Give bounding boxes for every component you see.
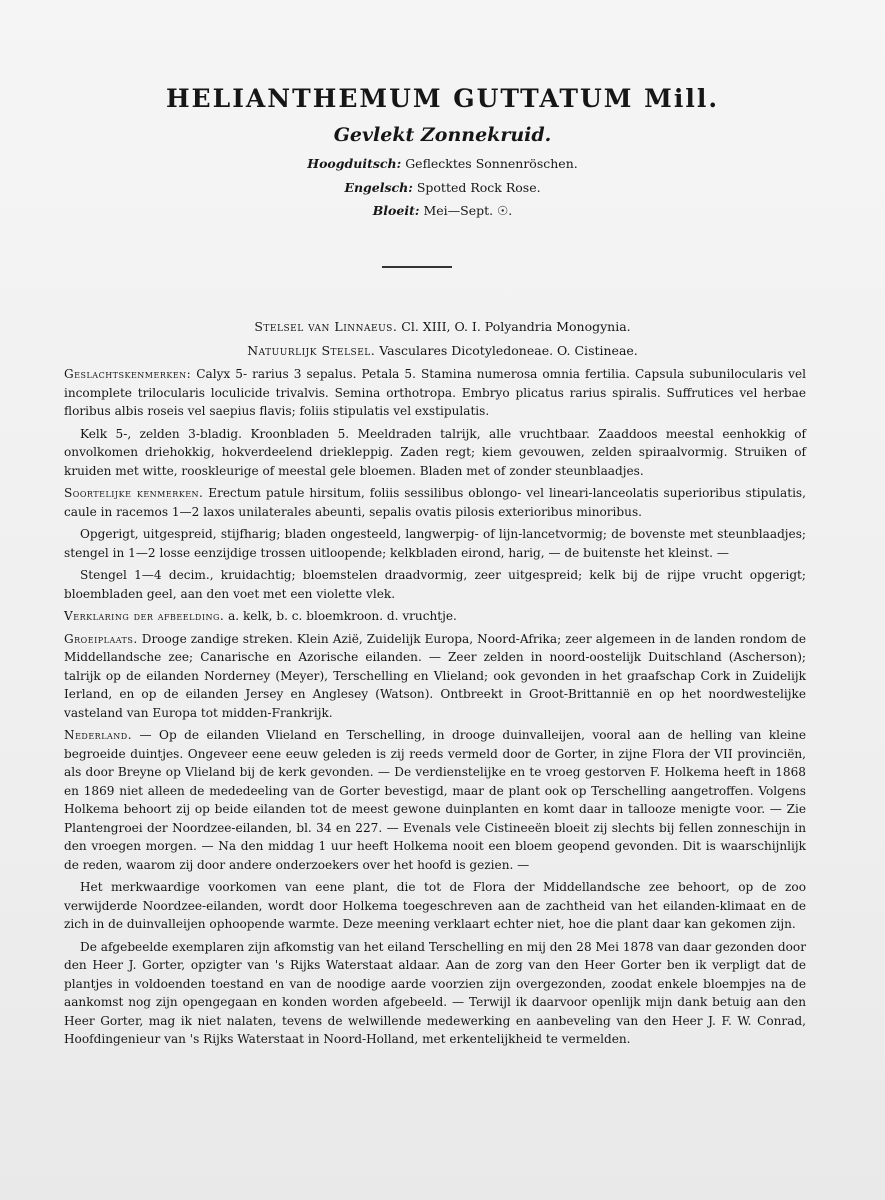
system-label: Stelsel van Linnaeus. [254, 319, 398, 334]
page-title: HELIANTHEMUM GUTTATUM Mill. [165, 84, 720, 113]
paragraph-specimens: De afgebeelde exemplaren zijn afkomstig van het eiland Terschelling en mij den 28 Mei 1878 van daar gezonden door den Heer J. Gorter, opzigter van 's Rijks Waterstaat aldaar. Aan de zorg van den Heer Gorter ben ik verpligt dat de plantjes in voldoenden toestand en van de noodige aarde voorzien zijn overgezonden, zoodat enkele bloempjes na de aankomst nog zijn opengegaan en konden worden afgebeeld. — Terwijl ik daarvoor openlijk mijn dank betuig aan den Heer Gorter, mag ik niet nalaten, tevens de welwillende medewerking en aanbeveling van den Heer J. F. W. Conrad, Hoofdingenieur van 's Rijks Waterstaat in Noord-Holland, met erkentelijkheid te vermelden. [64, 939, 806, 1046]
paragraph-figure-legend: Verklaring der afbeelding. a. kelk, b. c. bloemkroon. d. vruchtje. [64, 609, 457, 623]
paragraph-netherlands: Nederland. — Op de eilanden Vlieland en Terschelling, in drooge duinvalleijen, vooral aan de helling van kleine begroeide duintjes. Ongeveer eene eeuw geleden is zij reeds vermeld door de Gorter, in zijne Flora der VII provinciën, als door Breyne op Vlieland bij de kerk gevonden. — De verdienstelijke en te vroeg gestorven F. Holkema heeft in 1868 en 1869 niet alleen de mededeeling van de Gorter bevestigd, maar de plant ook op Terschelling aangetroffen. Volgens Holkema behoort zij op beide eilanden tot de meest gewone duinplanten en komt daar in tallooze menigte voor. — Zie Plantengroei der Noordzee-eilanden, bl. 34 en 227. — Evenals vele Cistineeën bloeit zij slechts bij fellen zonneschijn in den vroegen morgen. — Na den middag 1 uur heeft Holkema nooit een bloem geopend gevonden. Dit is waarschijnlijk de reden, waarom zij door andere onderzoekers over het hoofd is gezien. — [64, 728, 806, 872]
meta-line-english [0, 180, 885, 195]
system-natural [0, 343, 885, 358]
meta-label: Hoogduitsch: [307, 156, 402, 171]
meta-line-bloom [0, 203, 885, 218]
paragraph-occurrence: Het merkwaardige voorkomen van eene plant, die tot de Flora der Middellandsche zee behoort, op de zoo verwijderde Noordzee-eilanden, wordt door Holkema toegeschreven aan de zachtheid van het eilanden-klimaat en de zich in de duinvalleijen ophoopende warmte. Deze meening verklaart echter niet, hoe die plant daar kan gekomen zijn. [64, 880, 806, 931]
page-subtitle: Gevlekt Zonnekruid. [333, 124, 552, 146]
meta-value: Geflecktes Sonnenröschen. [405, 156, 578, 171]
meta-label: Bloeit: [372, 203, 420, 218]
system-linnaeus [0, 319, 885, 334]
paragraph-species: Soortelijke kenmerken. Erectum patule hirsitum, foliis sessilibus oblongo- vel lineari-lanceolatis superioribus stipulatis, caule in racemos 1—2 laxos unilaterales abeunti, sepalis ovatis pilosis exterioribus minoribus. [64, 486, 806, 519]
paragraph-stem: Stengel 1—4 decim., kruidachtig; bloemstelen draadvormig, zeer uitgespreid; kelk bij de rijpe vrucht opgerigt; bloembladen geel, aan den voet met een violette vlek. [64, 568, 806, 601]
meta-value: Mei—Sept. ☉. [423, 203, 513, 218]
meta-value: Spotted Rock Rose. [416, 180, 541, 195]
system-label: Natuurlijk Stelsel. [247, 343, 376, 358]
paragraph-habitat: Groeiplaats. Drooge zandige streken. Klein Azië, Zuidelijk Europa, Noord-Afrika; zeer algemeen in de landen rondom de Middellandsche zee; Canarische en Azorische eilanden. — Zeer zelden in noord-oostelijk Duitschland (Ascherson); talrijk op de eilanden Norderney (Meyer), Terschelling en Vlieland; ook gevonden in het graafschap Cork in Zuidelijk Ierland, en op de eilanden Jersey en Anglesey (Watson). Ontbreekt in Groot-Brittannië en op het noordwestelijke vasteland van Europa tot midden-Frankrijk. [64, 631, 806, 720]
paragraph-genus: Geslachtskenmerken: Calyx 5- rarius 3 sepalus. Petala 5. Stamina numerosa omnia fertilia. Capsula subunilocularis vel incomplete trilocularis loculicide trivalvis. Semina orthotropa. Embryo plicatus rarius spiralis. Suffrutices vel herbae floribus albis roseis vel saepius flavis; foliis stipulatis vel exstipulatis. [64, 367, 806, 418]
divider-rule [382, 266, 452, 268]
meta-line-german [0, 156, 885, 171]
paragraph-genus-nl: Kelk 5-, zelden 3-bladig. Kroonbladen 5. Meeldraden talrijk, alle vruchtbaar. Zaaddoos meestal eenhokkig of onvolkomen driehokkig, hokverdeelend driekleppig. Zaden regt; kiem gevouwen, zelden spiraalvormig. Struiken of kruiden met witte, rooskleurige of meestal gele bloemen. Bladen met of zonder steunblaadjes. [64, 426, 806, 478]
paragraph-species-nl: Opgerigt, uitgespreid, stijfharig; bladen ongesteeld, langwerpig- of lijn-lancetvormig; de bovenste met steunblaadjes; stengel in 1—2 losse eenzijdige trossen uitloopende; kelkbladen eirond, harig, — de buitenste het kleinst. — [64, 527, 806, 560]
system-value: Vasculares Dicotyledoneae. O. Cistineae. [379, 343, 638, 358]
system-value: Cl. XIII, O. I. Polyandria Monogynia. [401, 319, 631, 334]
meta-label: Engelsch: [344, 180, 413, 195]
body-text [64, 365, 806, 1053]
